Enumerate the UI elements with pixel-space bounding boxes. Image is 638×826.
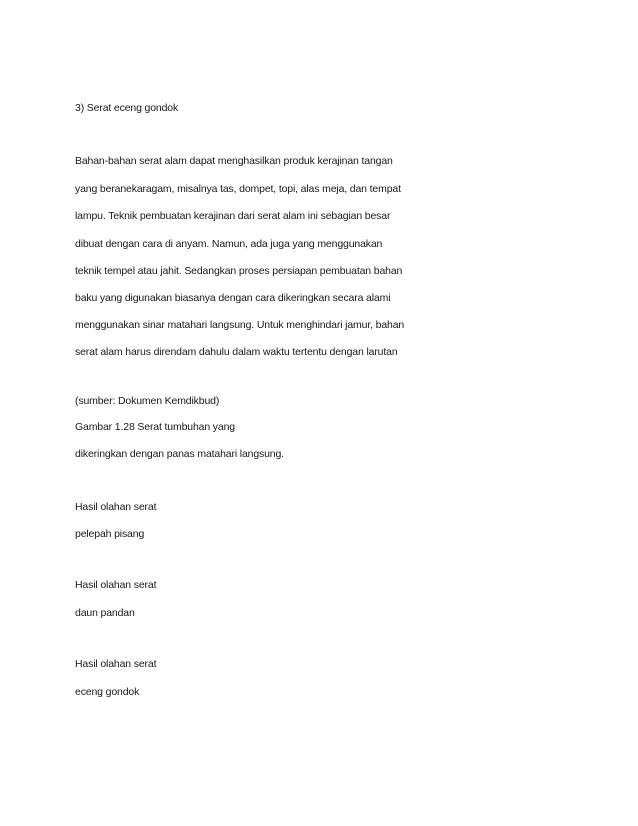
result-label: eceng gondok bbox=[75, 686, 140, 698]
result-label: daun pandan bbox=[75, 607, 135, 619]
result-label: Hasil olahan serat bbox=[75, 501, 157, 513]
paragraph-line: Bahan-bahan serat alam dapat menghasilkan produk kerajinan tangan bbox=[75, 155, 393, 167]
source-note: (sumber: Dokumen Kemdikbud) bbox=[75, 395, 220, 407]
paragraph-line: lampu. Teknik pembuatan kerajinan dari serat alam ini sebagian besar bbox=[75, 210, 391, 222]
result-label: Hasil olahan serat bbox=[75, 658, 157, 670]
paragraph-line: teknik tempel atau jahit. Sedangkan proses persiapan pembuatan bahan bbox=[75, 265, 403, 277]
figure-caption: Gambar 1.28 Serat tumbuhan yang bbox=[75, 421, 235, 433]
paragraph-line: menggunakan sinar matahari langsung. Untuk menghindari jamur, bahan bbox=[75, 319, 405, 331]
paragraph-line: yang beranekaragam, misalnya tas, dompet, topi, alas meja, dan tempat bbox=[75, 183, 401, 195]
figure-caption: dikeringkan dengan panas matahari langsung. bbox=[75, 448, 284, 460]
section-heading: 3) Serat eceng gondok bbox=[75, 102, 179, 114]
result-label: pelepah pisang bbox=[75, 528, 145, 540]
paragraph-line: dibuat dengan cara di anyam. Namun, ada juga yang menggunakan bbox=[75, 238, 383, 250]
result-label: Hasil olahan serat bbox=[75, 579, 157, 591]
paragraph-line: baku yang digunakan biasanya dengan cara dikeringkan secara alami bbox=[75, 292, 391, 304]
paragraph-line: serat alam harus direndam dahulu dalam waktu tertentu dengan larutan bbox=[75, 346, 398, 358]
